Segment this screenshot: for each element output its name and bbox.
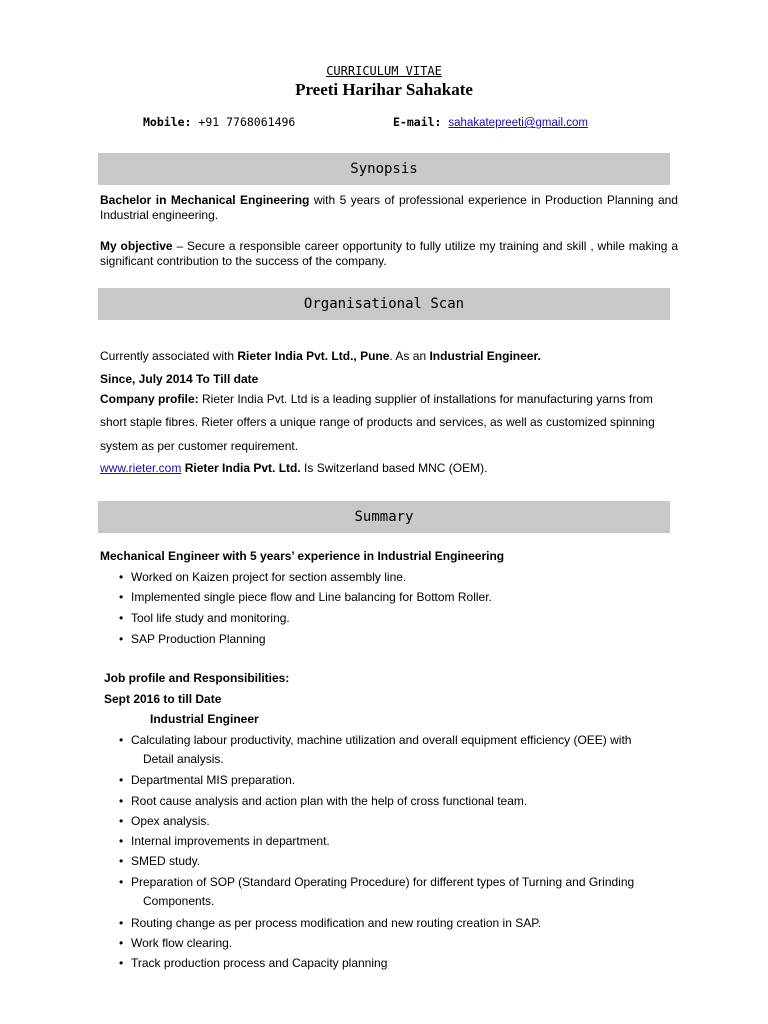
company-profile-text: Rieter India Pvt. Ltd is a leading supplier of installations for manufacturing yarns from (198, 392, 653, 406)
company-profile-label: Company profile: (100, 392, 199, 406)
job-bullet-list (117, 733, 634, 976)
org-line-4: short staple fibres. Rieter offers a unique range of products and services, as well as customized spinning (100, 415, 655, 429)
org-line-website (100, 461, 487, 475)
job-heading-text: Job profile and Responsibilities: (104, 671, 290, 685)
list-item (117, 875, 634, 916)
list-item: • Routing change as per process modification and new routing creation in SAP. (117, 916, 634, 936)
org-line-current (100, 349, 541, 363)
section-header-synopsis: Synopsis (98, 153, 670, 185)
section-header-org-scan: Organisational Scan (98, 288, 670, 320)
org-l6-rest: Is Switzerland based MNC (OEM). (300, 461, 488, 475)
job-role-text: Industrial Engineer (150, 712, 259, 726)
list-item: • Work flow clearing. (117, 936, 634, 956)
cv-label: CURRICULUM VITAE (326, 64, 442, 78)
objective-label: My objective (100, 239, 173, 253)
email-label: E-mail: (393, 115, 442, 129)
company-name: Rieter India Pvt. Ltd., Pune (237, 349, 390, 363)
synopsis-p1-rest: with 5 years of professional experience in Production Planning and Industrial engineering. (100, 193, 678, 222)
summary-heading-text: Mechanical Engineer with 5 years’ experience in Industrial Engineering (100, 549, 505, 563)
list-item: • Opex analysis. (117, 814, 634, 834)
list-item: • SMED study. (117, 854, 634, 875)
job-bullet-1-cont: Detail analysis. (143, 752, 224, 766)
summary-bullet-list (117, 570, 492, 652)
org-line-5: system as per customer requirement. (100, 439, 299, 453)
mobile-label: Mobile: (143, 115, 192, 129)
mobile-row (143, 115, 295, 129)
job-bullet-1: Calculating labour productivity, machine utilization and overall equipment efficiency (OEE) with (131, 733, 632, 747)
email-link[interactable]: sahakatepreeti@gmail.com (448, 117, 588, 129)
degree-text: Bachelor in Mechanical Engineering (100, 193, 310, 207)
email-row (393, 115, 588, 129)
org-line-since (100, 372, 258, 386)
job-period (104, 692, 221, 706)
list-item (117, 733, 634, 773)
website-link[interactable]: www.rieter.com (100, 461, 182, 475)
since-date: Since, July 2014 To Till date (100, 372, 259, 386)
summary-heading (100, 549, 504, 563)
job-role (150, 712, 259, 726)
job-period-text: Sept 2016 to till Date (104, 692, 222, 706)
list-item: • Departmental MIS preparation. (117, 773, 634, 794)
job-bullet-7: Preparation of SOP (Standard Operating Procedure) for different types of Turning and Grinding (131, 875, 635, 889)
list-item: • Internal improvements in department. (117, 834, 634, 854)
list-item: • SAP Production Planning (117, 632, 492, 652)
mobile-value: +91 7768061496 (198, 115, 296, 129)
job-title: Industrial Engineer. (429, 349, 541, 363)
org-l6-bold: Rieter India Pvt. Ltd. (181, 461, 301, 475)
list-item: • Root cause analysis and action plan with the help of cross functional team. (117, 794, 634, 814)
objective-text: – Secure a responsible career opportunity to fully utilize my training and skill , while making a significant contribution to the success of the company. (100, 239, 678, 268)
list-item: • Implemented single piece flow and Line balancing for Bottom Roller. (117, 590, 492, 611)
section-header-summary: Summary (98, 501, 670, 533)
job-heading (104, 671, 289, 685)
job-bullet-7-cont: Components. (143, 894, 215, 908)
org-line-profile (100, 392, 653, 406)
list-item: • Worked on Kaizen project for section assembly line. (117, 570, 492, 590)
org-l1-c: . As an (389, 349, 430, 363)
list-item: • Tool life study and monitoring. (117, 611, 492, 632)
org-l1-a: Currently associated with (100, 349, 238, 363)
synopsis-paragraph-1 (100, 193, 678, 223)
candidate-name: Preeti Harihar Sahakate (295, 80, 473, 99)
objective-paragraph (100, 239, 678, 269)
list-item: • Track production process and Capacity planning (117, 956, 634, 976)
